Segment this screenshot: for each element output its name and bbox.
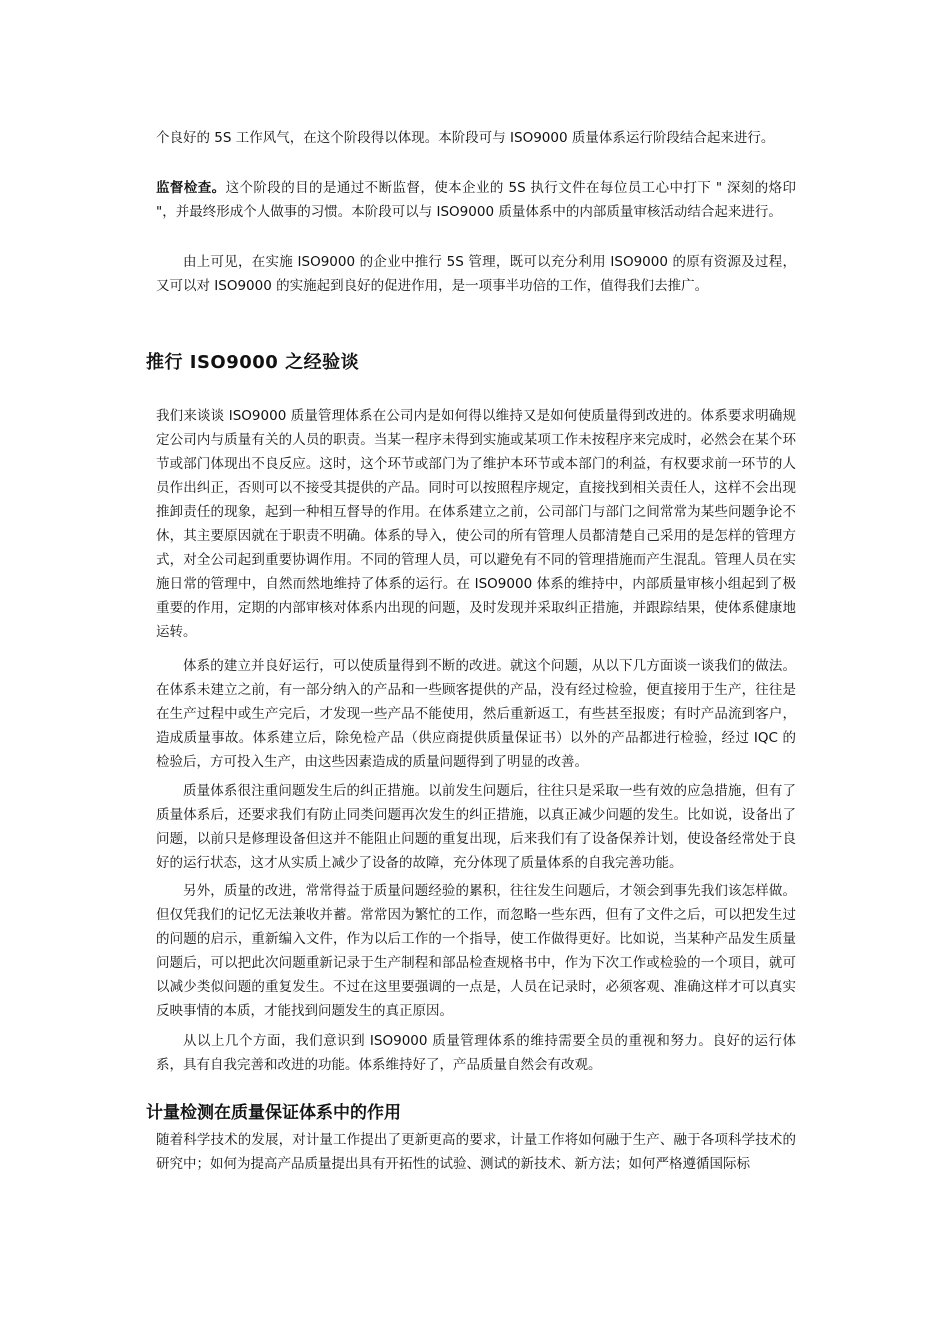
- supervision-text: 这个阶段的目的是通过不断监督，使本企业的 5S 执行文件在每位员工心中打下 " 深刻的烙印 "，并最终形成个人做事的习惯。本阶段可以与 ISO9000 质量体系中的内部质量审核活动结合起来进行。: [156, 180, 796, 220]
- section-heading-metrology: 计量检测在质量保证体系中的作用: [146, 1103, 401, 1123]
- section1-paragraph-5: 从以上几个方面，我们意识到 ISO9000 质量管理体系的维持需要全员的重视和努力。良好的运行体系，具有自我完善和改进的功能。体系维持好了，产品质量自然会有改观。: [156, 1033, 796, 1073]
- supervision-lead: 监督检查。: [156, 180, 226, 196]
- section1-paragraph-4: 另外，质量的改进，常常得益于质量问题经验的累积，往往发生问题后，才领会到事先我们该怎样做。但仅凭我们的记忆无法兼收并蓄。常常因为繁忙的工作，而忽略一些东西，但有了文件之后，可以把发生过的问题的启示，重新编入文件，作为以后工作的一个指导，使工作做得更好。比如说，当某种产品发生质量问题后，可以把此次问题重新记录于生产制程和部品检查规格书中，作为下次工作或检验的一个项目，就可以减少类似问题的重复发生。不过在这里要强调的一点是，人员在记录时，必须客观、准确这样才可以真实反映事情的本质，才能找到问题发生的真正原因。: [156, 883, 796, 1019]
- section1-paragraph-2: 体系的建立并良好运行，可以使质量得到不断的改进。就这个问题，从以下几方面谈一谈我们的做法。在体系未建立之前，有一部分纳入的产品和一些顾客提供的产品，没有经过检验，便直接用于生产，往往是在生产过程中或生产完后，才发现一些产品不能使用，然后重新返工，有些甚至报废；有时产品流到客户，造成质量事故。体系建立后，除免检产品（供应商提供质量保证书）以外的产品都进行检验，经过 IQC 的检验后，方可投入生产，由这些因素造成的质量问题得到了明显的改善。: [156, 658, 796, 770]
- section1-paragraph-1: 我们来谈谈 ISO9000 质量管理体系在公司内是如何得以维持又是如何使质量得到改进的。体系要求明确规定公司内与质量有关的人员的职责。当某一程序未得到实施或某项工作未按程序来完成时，必然会在某个环节或部门体现出不良反应。这时，这个环节或部门为了维护本环节或本部门的利益，有权要求前一环节的人员作出纠正，否则可以不接受其提供的产品。同时可以按照程序规定，直接找到相关责任人，这样不会出现推卸责任的现象，起到一种相互督导的作用。在体系建立之前，公司部门与部门之间常常为某些问题争论不休，其主要原因就在于职责不明确。体系的导入，使公司的所有管理人员都清楚自己采用的是怎样的管理方式，对全公司起到重要协调作用。不同的管理人员，可以避免有不同的管理措施而产生混乱。管理人员在实施日常的管理中，自然而然地维持了体系的运行。在 ISO9000 体系的维持中，内部质量审核小组起到了极重要的作用，定期的内部审核对体系内出现的问题，及时发现并采取纠正措施，并跟踪结果，使体系健康地运转。: [156, 408, 796, 640]
- intro-paragraph-1: 个良好的 5S 工作风气，在这个阶段得以体现。本阶段可与 ISO9000 质量体系运行阶段结合起来进行。: [156, 130, 775, 146]
- section2-paragraph-1: 随着科学技术的发展，对计量工作提出了更新更高的要求，计量工作将如何融于生产、融于各项科学技术的研究中；如何为提高产品质量提出具有开拓性的试验、测试的新技术、新方法；如何严格遵循国际标: [156, 1132, 796, 1172]
- intro-paragraph-3: 由上可见，在实施 ISO9000 的企业中推行 5S 管理，既可以充分利用 ISO9000 的原有资源及过程，又可以对 ISO9000 的实施起到良好的促进作用，是一项事半功倍的工作，值得我们去推广。: [156, 254, 796, 294]
- intro-paragraph-2: [156, 176, 796, 224]
- section-heading-iso9000: 推行 ISO9000 之经验谈: [146, 352, 360, 373]
- section1-paragraph-3: 质量体系很注重问题发生后的纠正措施。以前发生问题后，往往只是采取一些有效的应急措施，但有了质量体系后，还要求我们有防止同类问题再次发生的纠正措施，以真正减少问题的发生。比如说，设备出了问题，以前只是修理设备但这并不能阻止问题的重复出现，后来我们有了设备保养计划，使设备经常处于良好的运行状态，这才从实质上减少了设备的故障，充分体现了质量体系的自我完善功能。: [156, 783, 796, 871]
